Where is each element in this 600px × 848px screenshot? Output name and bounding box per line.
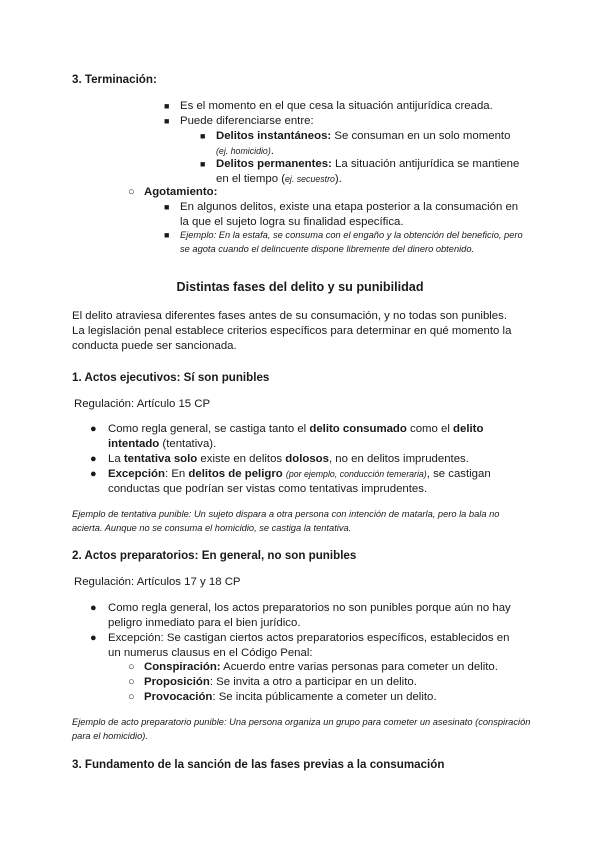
bullet-icon: ● [90,423,97,435]
instant-crimes-label: Delitos instantáneos: [216,130,332,142]
circle-bullet-icon: ○ [128,661,135,673]
conspiracy-item: ○ Conspiración: Acuerdo entre varias personas para cometer un delito. [128,661,498,673]
permanent-crimes-label: Delitos permanentes: [216,158,332,170]
executive-bullet-2: ● La tentativa solo existe en delitos dolosos, no en delitos imprudentes. [90,453,469,465]
termination-heading: 3. Terminación: [72,73,157,86]
exhaustion-item-1: ■ En algunos delitos, existe una etapa posterior a la consumación en la que el sujeto logra su finalidad específica. [164,201,519,228]
provocation-item: ○ Provocación: Se incita públicamente a cometer un delito. [128,691,437,703]
preparatory-heading: 2. Actos preparatorios: En general, no son punibles [72,549,357,562]
square-bullet-icon: ■ [164,101,170,111]
executive-heading: 1. Actos ejecutivos: Sí son punibles [72,371,270,384]
square-bullet-icon: ■ [200,159,206,169]
executive-bullet-3: ● Excepción: En delitos de peligro (por ejemplo, conducción temeraria), se castigan conductas que podrían ser vistas como tentativas imprudentes. [90,468,491,495]
instant-crimes-item: ■ Delitos instantáneos: Se consuman en un solo momento (ej. homicidio). [200,130,511,157]
bullet-icon: ● [90,632,97,644]
termination-item-1: ■ Es el momento en el que cesa la situación antijurídica creada. [164,100,493,112]
preparatory-regulation: Regulación: Artículos 17 y 18 CP [74,576,241,588]
square-bullet-icon: ■ [164,230,170,240]
executive-bullet-1: ● Como regla general, se castiga tanto el delito consumado como el delito intentado (tentativa). [90,423,484,450]
executive-example: Ejemplo de tentativa punible: Un sujeto dispara a otra persona con intención de matarla, pero la bala no acierta. Aunque no se consuma el homicidio, se castiga la tentativa. [72,509,500,533]
circle-bullet-icon: ○ [128,691,135,703]
phases-title: Distintas fases del delito y su punibilidad [176,280,424,294]
exhaustion-example: ■ Ejemplo: En la estafa, se consuma con el engaño y la obtención del beneficio, pero se agota cuando el delincuente dispone libremente del dinero obtenido. [164,230,523,254]
circle-bullet-icon: ○ [128,676,135,688]
preparatory-example: Ejemplo de acto preparatorio punible: Una persona organiza un grupo para cometer un asesinato (conspiración para el homicidio). [72,717,531,741]
bullet-icon: ● [90,468,97,480]
exhaustion-label: Agotamiento: [144,186,218,198]
square-bullet-icon: ■ [164,202,170,212]
square-bullet-icon: ■ [164,116,170,126]
circle-bullet-icon: ○ [128,186,135,198]
preparatory-bullet-1: ● Como regla general, los actos preparatorios no son punibles porque aún no hay peligro inmediato para el bien jurídico. [90,602,511,629]
bullet-icon: ● [90,453,97,465]
proposition-item: ○ Proposición: Se invita a otro a participar en un delito. [128,676,417,688]
termination-item-2: ■ Puede diferenciarse entre: [164,115,314,127]
exhaustion-item [128,185,524,200]
permanent-crimes-item: ■ Delitos permanentes: La situación antijurídica se mantiene en el tiempo (ej. secuestro). [200,158,520,185]
phases-intro: El delito atraviesa diferentes fases antes de su consumación, y no todas son punibles. La legislación penal establece criterios específicos para determinar en qué momento la conducta puede ser sancionada. [72,310,512,352]
preparatory-bullet-2: ● Excepción: Se castigan ciertos actos preparatorios específicos, establecidos en un numerus clausus en el Código Penal: [90,632,510,659]
foundation-heading: 3. Fundamento de la sanción de las fases previas a la consumación [72,758,445,771]
square-bullet-icon: ■ [200,131,206,141]
executive-regulation: Regulación: Artículo 15 CP [74,398,211,410]
bullet-icon: ● [90,602,97,614]
